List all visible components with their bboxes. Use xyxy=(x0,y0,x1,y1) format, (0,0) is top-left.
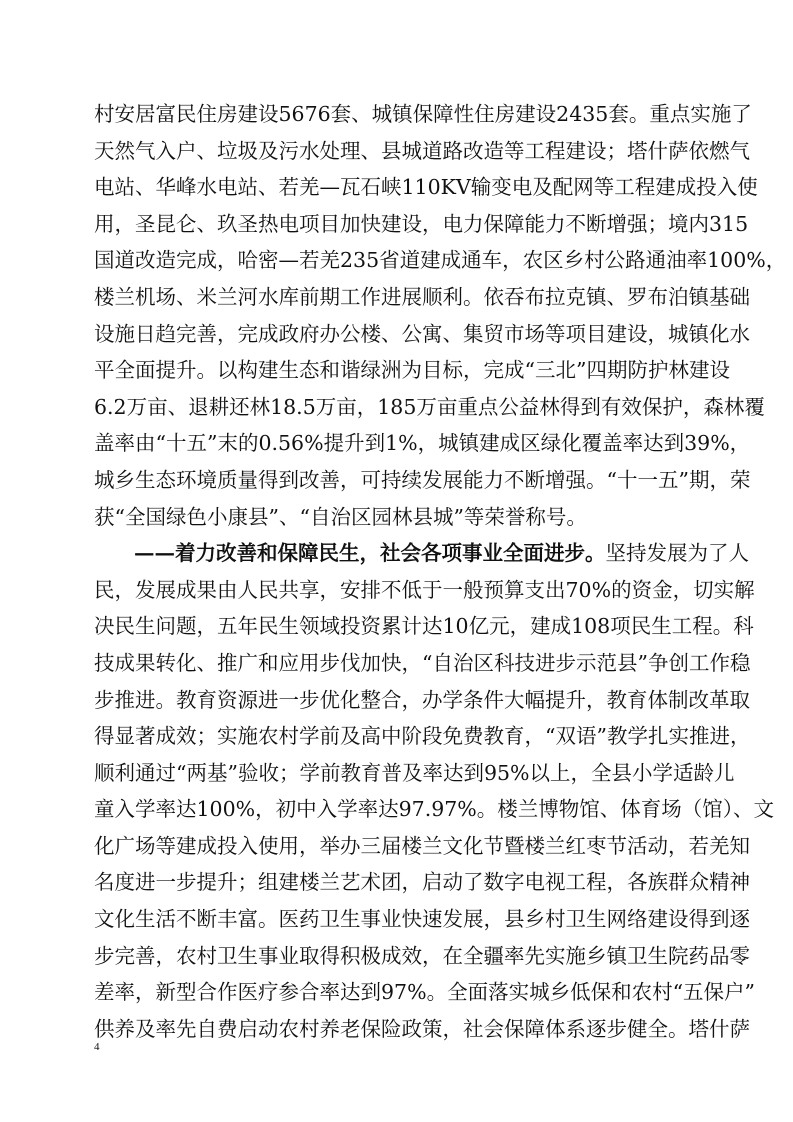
text-line: 用，圣昆仑、玖圣热电项目加快建设，电力保障能力不断增强；境内315 xyxy=(94,211,749,236)
text-line: 技成果转化、推广和应用步伐加快，“自治区科技进步示范县”争创工作稳 xyxy=(94,650,751,675)
text-line: 步推进。教育资源进一步优化整合，办学条件大幅提升，教育体制改革取 xyxy=(94,687,750,712)
text-line: 名度进一步提升；组建楼兰艺术团，启动了数字电视工程，各族群众精神 xyxy=(94,870,750,895)
text-line: 城乡生态环境质量得到改善，可持续发展能力不断增强。“十一五”期，荣 xyxy=(94,467,751,492)
text-line: 设施日趋完善，完成政府办公楼、公寓、集贸市场等项目建设，城镇化水 xyxy=(94,321,750,346)
text-line: 电站、华峰水电站、若羌—瓦石峡110KV输变电及配网等工程建成投入使 xyxy=(94,175,758,200)
text-line: 村安居富民住房建设5676套、城镇保障性住房建设2435套。重点实施了 xyxy=(94,102,752,126)
text-line: 平全面提升。以构建生态和谐绿洲为目标，完成“三北”四期防护林建设 xyxy=(94,358,730,383)
text-line: 民，发展成果由人民共享，安排不低于一般预算支出70%的资金，切实解 xyxy=(94,577,755,602)
text-line: 文化生活不断丰富。医药卫生事业快速发展，县乡村卫生网络建设得到逐 xyxy=(94,907,750,932)
text-line: 供养及率先自费启动农村养老保险政策，社会保障体系逐步健全。塔什萨 xyxy=(94,1016,750,1041)
text-line: 差率，新型合作医疗参合率达到97%。全面落实城乡低保和农村“五保户” xyxy=(94,980,756,1005)
text-line: 顺利通过“两基”验收；学前教育普及率达到95%以上，全县小学适龄儿 xyxy=(94,760,735,785)
text-line: 决民生问题，五年民生领域投资累计达10亿元，建成108项民生工程。科 xyxy=(94,614,754,639)
text-line: 化广场等建成投入使用，举办三届楼兰文化节暨楼兰红枣节活动，若羌知 xyxy=(94,833,750,858)
section-heading: ——着力改善和保障民生，社会各项事业全面进步。 xyxy=(134,541,606,566)
section-heading-line xyxy=(94,535,749,572)
page-number: 4 xyxy=(94,1041,100,1053)
text-line: 国道改造完成，哈密—若羌235省道建成通车，农区乡村公路通油率100%， xyxy=(94,248,787,273)
text-line: 天然气入户、垃圾及污水处理、县城道路改造等工程建设；塔什萨依燃气 xyxy=(94,138,750,163)
text-line: 6.2万亩、退耕还林18.5万亩，185万亩重点公益林得到有效保护，森林覆 xyxy=(94,394,765,419)
body-text xyxy=(94,96,787,1047)
text-run: 坚持发展为了人 xyxy=(605,541,749,566)
text-line: 得显著成效；实施农村学前及高中阶段免费教育，“双语”教学扎实推进， xyxy=(94,724,751,749)
text-line: 步完善，农村卫生事业取得积极成效，在全疆率先实施乡镇卫生院药品零 xyxy=(94,943,750,968)
text-line: 获“全国绿色小康县”、“自治区园林县城”等荣誉称号。 xyxy=(94,504,587,529)
text-line: 楼兰机场、米兰河水库前期工作进展顺利。依吞布拉克镇、罗布泊镇基础 xyxy=(94,284,750,309)
text-line: 盖率由“十五”末的0.56%提升到1%，城镇建成区绿化覆盖率达到39%， xyxy=(94,431,751,456)
text-line: 童入学率达100%，初中入学率达97.97%。楼兰博物馆、体育场（馆）、文 xyxy=(94,797,775,822)
